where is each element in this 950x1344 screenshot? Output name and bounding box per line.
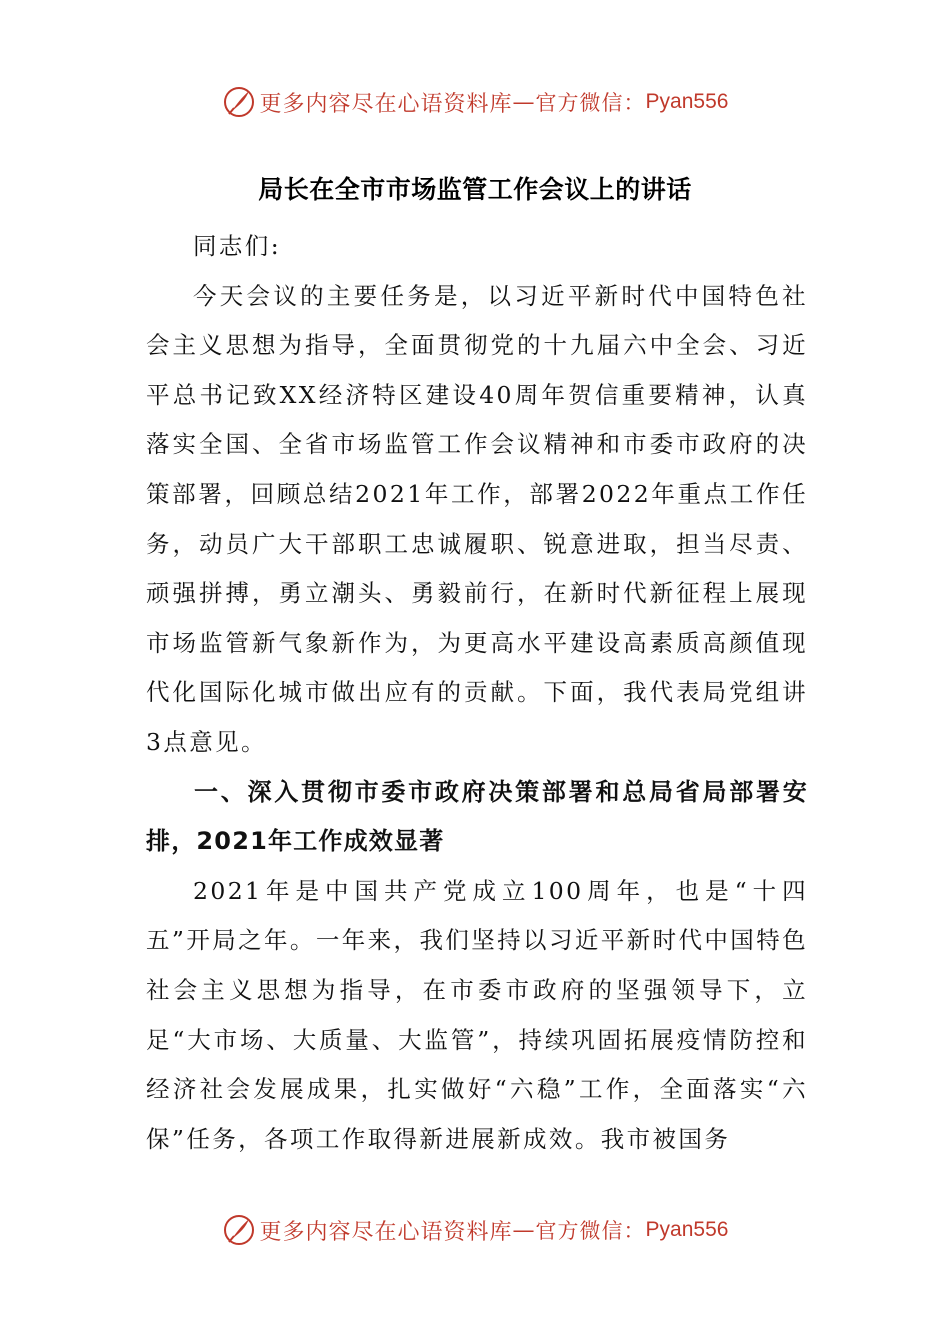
document-body <box>146 222 808 1164</box>
watermark-contact-label: 官方微信： <box>535 1219 646 1243</box>
watermark-contact-label: 官方微信： <box>535 91 646 115</box>
watermark-text: 更多内容尽在心语资料库 <box>259 1219 513 1245</box>
section-heading-1: 一、深入贯彻市委市政府决策部署和总局省局部署安排，2021年工作成效显著 <box>146 777 808 856</box>
watermark-dash: — <box>512 89 536 115</box>
feather-pen-logo-icon <box>222 85 256 119</box>
watermark-contact-id: Pyan556 <box>645 90 729 113</box>
salutation: 同志们: <box>193 232 282 260</box>
watermark-banner-bottom <box>0 1210 950 1250</box>
watermark-banner-top <box>0 82 950 122</box>
watermark-text: 更多内容尽在心语资料库 <box>259 91 513 117</box>
feather-pen-logo-icon <box>222 1213 256 1247</box>
watermark-dash: — <box>512 1217 536 1243</box>
paragraph-intro: 今天会议的主要任务是，以习近平新时代中国特色社会主义思想为指导，全面贯彻党的十九届六中全会、习近平总书记致XX经济特区建设40周年贺信重要精神，认真落实全国、全省市场监管工作会议精神和市委市政府的决策部署，回顾总结2021年工作，部署2022年重点工作任务，动员广大干部职工忠诚履职、锐意进取，担当尽责、顽强拼搏，勇立潮头、勇毅前行，在新时代新征程上展现市场监管新气象新作为，为更高水平建设高素质高颜值现代化国际化城市做出应有的贡献。下面，我代表局党组讲3点意见。 <box>146 281 808 756</box>
watermark-contact-id: Pyan556 <box>645 1218 729 1241</box>
paragraph-2021-review: 2021年是中国共产党成立100周年，也是“十四五”开局之年。一年来，我们坚持以习近平新时代中国特色社会主义思想为指导，在市委市政府的坚强领导下，立足“大市场、大质量、大监管”，持续巩固拓展疫情防控和经济社会发展成果，扎实做好“六稳”工作，全面落实“六保”任务，各项工作取得新进展新成效。我市被国务 <box>146 876 808 1153</box>
document-title: 局长在全市市场监管工作会议上的讲话 <box>258 175 692 204</box>
